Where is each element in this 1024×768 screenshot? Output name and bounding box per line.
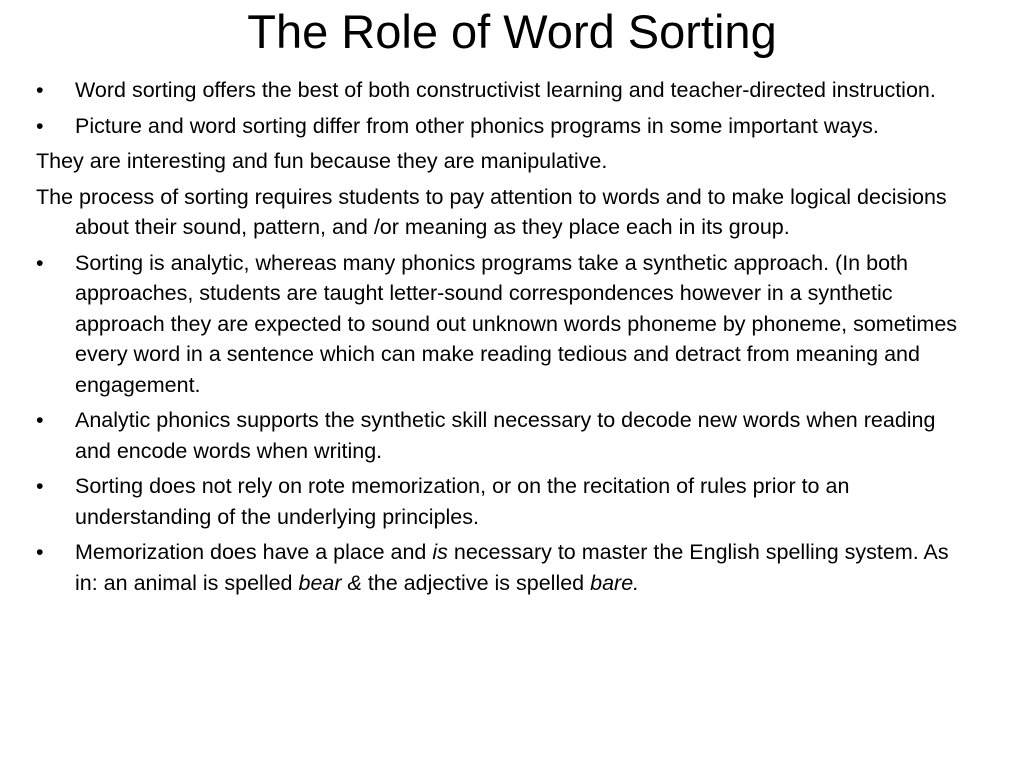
plain-paragraph [36, 146, 976, 177]
paragraph-text: They are interesting and fun because they are manipulative. [36, 149, 608, 173]
bullet-text: Sorting does not rely on rote memorization, or on the recitation of rules prior to an understanding of the underlying principles. [75, 474, 850, 529]
bullet-icon: • [36, 113, 44, 138]
bullet-item [36, 471, 976, 532]
slide-body [36, 75, 976, 603]
bullet-text: Word sorting offers the best of both constructivist learning and teacher-directed instruction. [75, 78, 936, 102]
bullet-text-emphasis: bear & [298, 570, 362, 595]
bullet-text-emphasis: is [432, 540, 448, 564]
bullet-text: Sorting is analytic, whereas many phonics programs take a synthetic approach. (In both approaches, students are taught letter-sound correspondences however in a synthetic approach they are expected to sound out unknown words phoneme by phoneme, sometimes every word in a sentence which can make reading tedious and detract from meaning and engagement. [75, 250, 958, 397]
bullet-item [36, 111, 976, 142]
bullet-item [36, 405, 976, 466]
bullet-item [36, 75, 976, 106]
slide-title: The Role of Word Sorting [247, 5, 777, 58]
bullet-item [36, 248, 976, 401]
bullet-icon: • [36, 540, 44, 564]
bullet-icon: • [36, 474, 44, 498]
bullet-text-segment: the adjective is spelled [361, 570, 591, 595]
bullet-icon: • [36, 250, 44, 275]
bullet-text: Analytic phonics supports the synthetic skill necessary to decode new words when reading and encode words when writing. [75, 408, 936, 463]
bullet-icon: • [36, 408, 44, 432]
bullet-icon: • [36, 78, 44, 102]
bullet-text: Picture and word sorting differ from other phonics programs in some important ways. [75, 113, 879, 138]
bullet-item [36, 537, 976, 598]
plain-paragraph [36, 182, 976, 243]
bullet-text-segment: necessary to master the English spelling system. As in: an animal is spelled [75, 540, 949, 595]
paragraph-text: The process of sorting requires students to pay attention to words and to make logical decisions about their sound, pattern, and /or meaning as they place each in its group. [36, 184, 947, 239]
bullet-text-emphasis: bare. [590, 570, 640, 595]
bullet-text-segment: Memorization does have a place and [75, 540, 433, 564]
